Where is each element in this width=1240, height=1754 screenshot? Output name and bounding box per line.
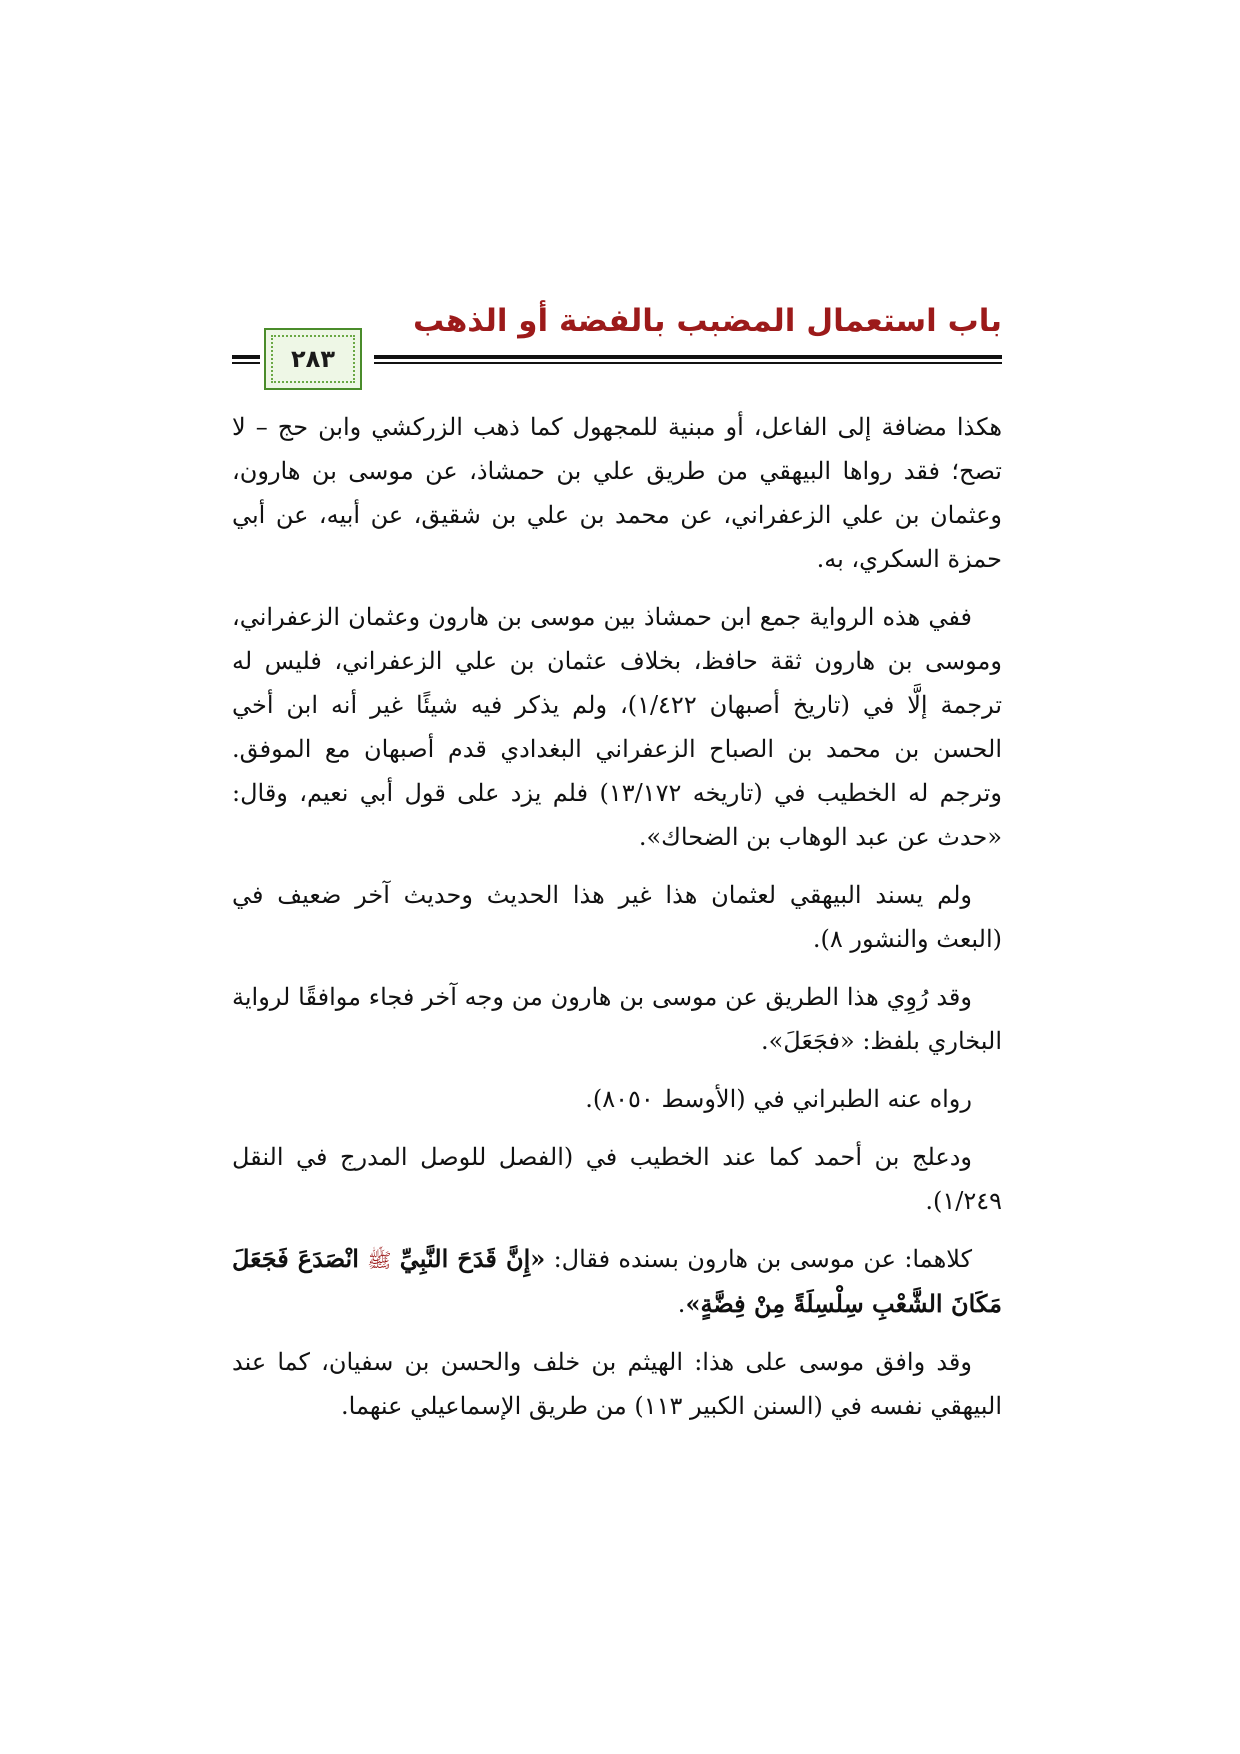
hadith-quote: «إِنَّ قَدَحَ النَّبِيِّ bbox=[399, 1244, 546, 1273]
paragraph: ففي هذه الرواية جمع ابن حمشاذ بين موسى بن هارون وعثمان الزعفراني، وموسى بن هارون ثقة حافظ، بخلاف عثمان بن علي الزعفراني، فليس له ترجمة إلَّا في (تاريخ أصبهان ١/٤٢٢)، ولم يذكر فيه شيئًا غير أنه ابن أخي الحسن بن محمد بن الصباح الزعفراني البغدادي قدم أصبهان مع الموفق. وترجم له الخطيب في (تاريخه ١٣/١٧٢) فلم يزد على قول أبي نعيم، وقال: «حدث عن عبد الوهاب بن الضحاك». bbox=[232, 603, 1003, 851]
header-rule bbox=[374, 355, 1002, 359]
hadith-quote: انْصَدَعَ فَجَعَلَ مَكَانَ الشَّعْبِ سِلْسِلَةً مِنْ فِضَّةٍ» bbox=[232, 1244, 1002, 1318]
page-body bbox=[232, 405, 1002, 1442]
header-rule bbox=[232, 362, 260, 364]
paragraph: هكذا مضافة إلى الفاعل، أو مبنية للمجهول كما ذهب الزركشي وابن حج – لا تصح؛ فقد رواها البيهقي من طريق علي بن حمشاذ، عن موسى بن هارون، وعثمان بن علي الزعفراني، عن محمد بن علي بن شقيق، عن أبيه، عن أبي حمزة السكري، به. bbox=[232, 413, 1002, 573]
page-number: ٢٨٣ bbox=[291, 345, 335, 373]
paragraph: وقد وافق موسى على هذا: الهيثم بن خلف والحسن بن سفيان، كما عند البيهقي نفسه في (السنن الكبير ١١٣) من طريق الإسماعيلي عنهما. bbox=[232, 1348, 1002, 1420]
hadith-intro: كلاهما: عن موسى بن هارون بسنده فقال: bbox=[545, 1245, 972, 1273]
header-rule bbox=[374, 362, 1002, 364]
paragraph: رواه عنه الطبراني في (الأوسط ٨٠٥٠). bbox=[585, 1085, 972, 1113]
honorific-glyph: ﷺ bbox=[367, 1248, 392, 1272]
header-rule bbox=[232, 355, 260, 359]
page-header bbox=[232, 300, 1002, 390]
chapter-title: باب استعمال المضبب بالفضة أو الذهب bbox=[413, 303, 1002, 339]
page-number-badge bbox=[264, 328, 362, 390]
paragraph: ولم يسند البيهقي لعثمان هذا غير هذا الحديث وحديث آخر ضعيف في (البعث والنشور ٨). bbox=[232, 881, 1002, 953]
paragraph: ودعلج بن أحمد كما عند الخطيب في (الفصل للوصل المدرج في النقل ١/٢٤٩). bbox=[232, 1143, 1002, 1215]
paragraph: وقد رُوِي هذا الطريق عن موسى بن هارون من وجه آخر فجاء موافقًا لرواية البخاري بلفظ: «فجَعَلَ». bbox=[232, 983, 1002, 1055]
hadith-paragraph bbox=[232, 1237, 1002, 1326]
hadith-end: . bbox=[677, 1290, 686, 1318]
